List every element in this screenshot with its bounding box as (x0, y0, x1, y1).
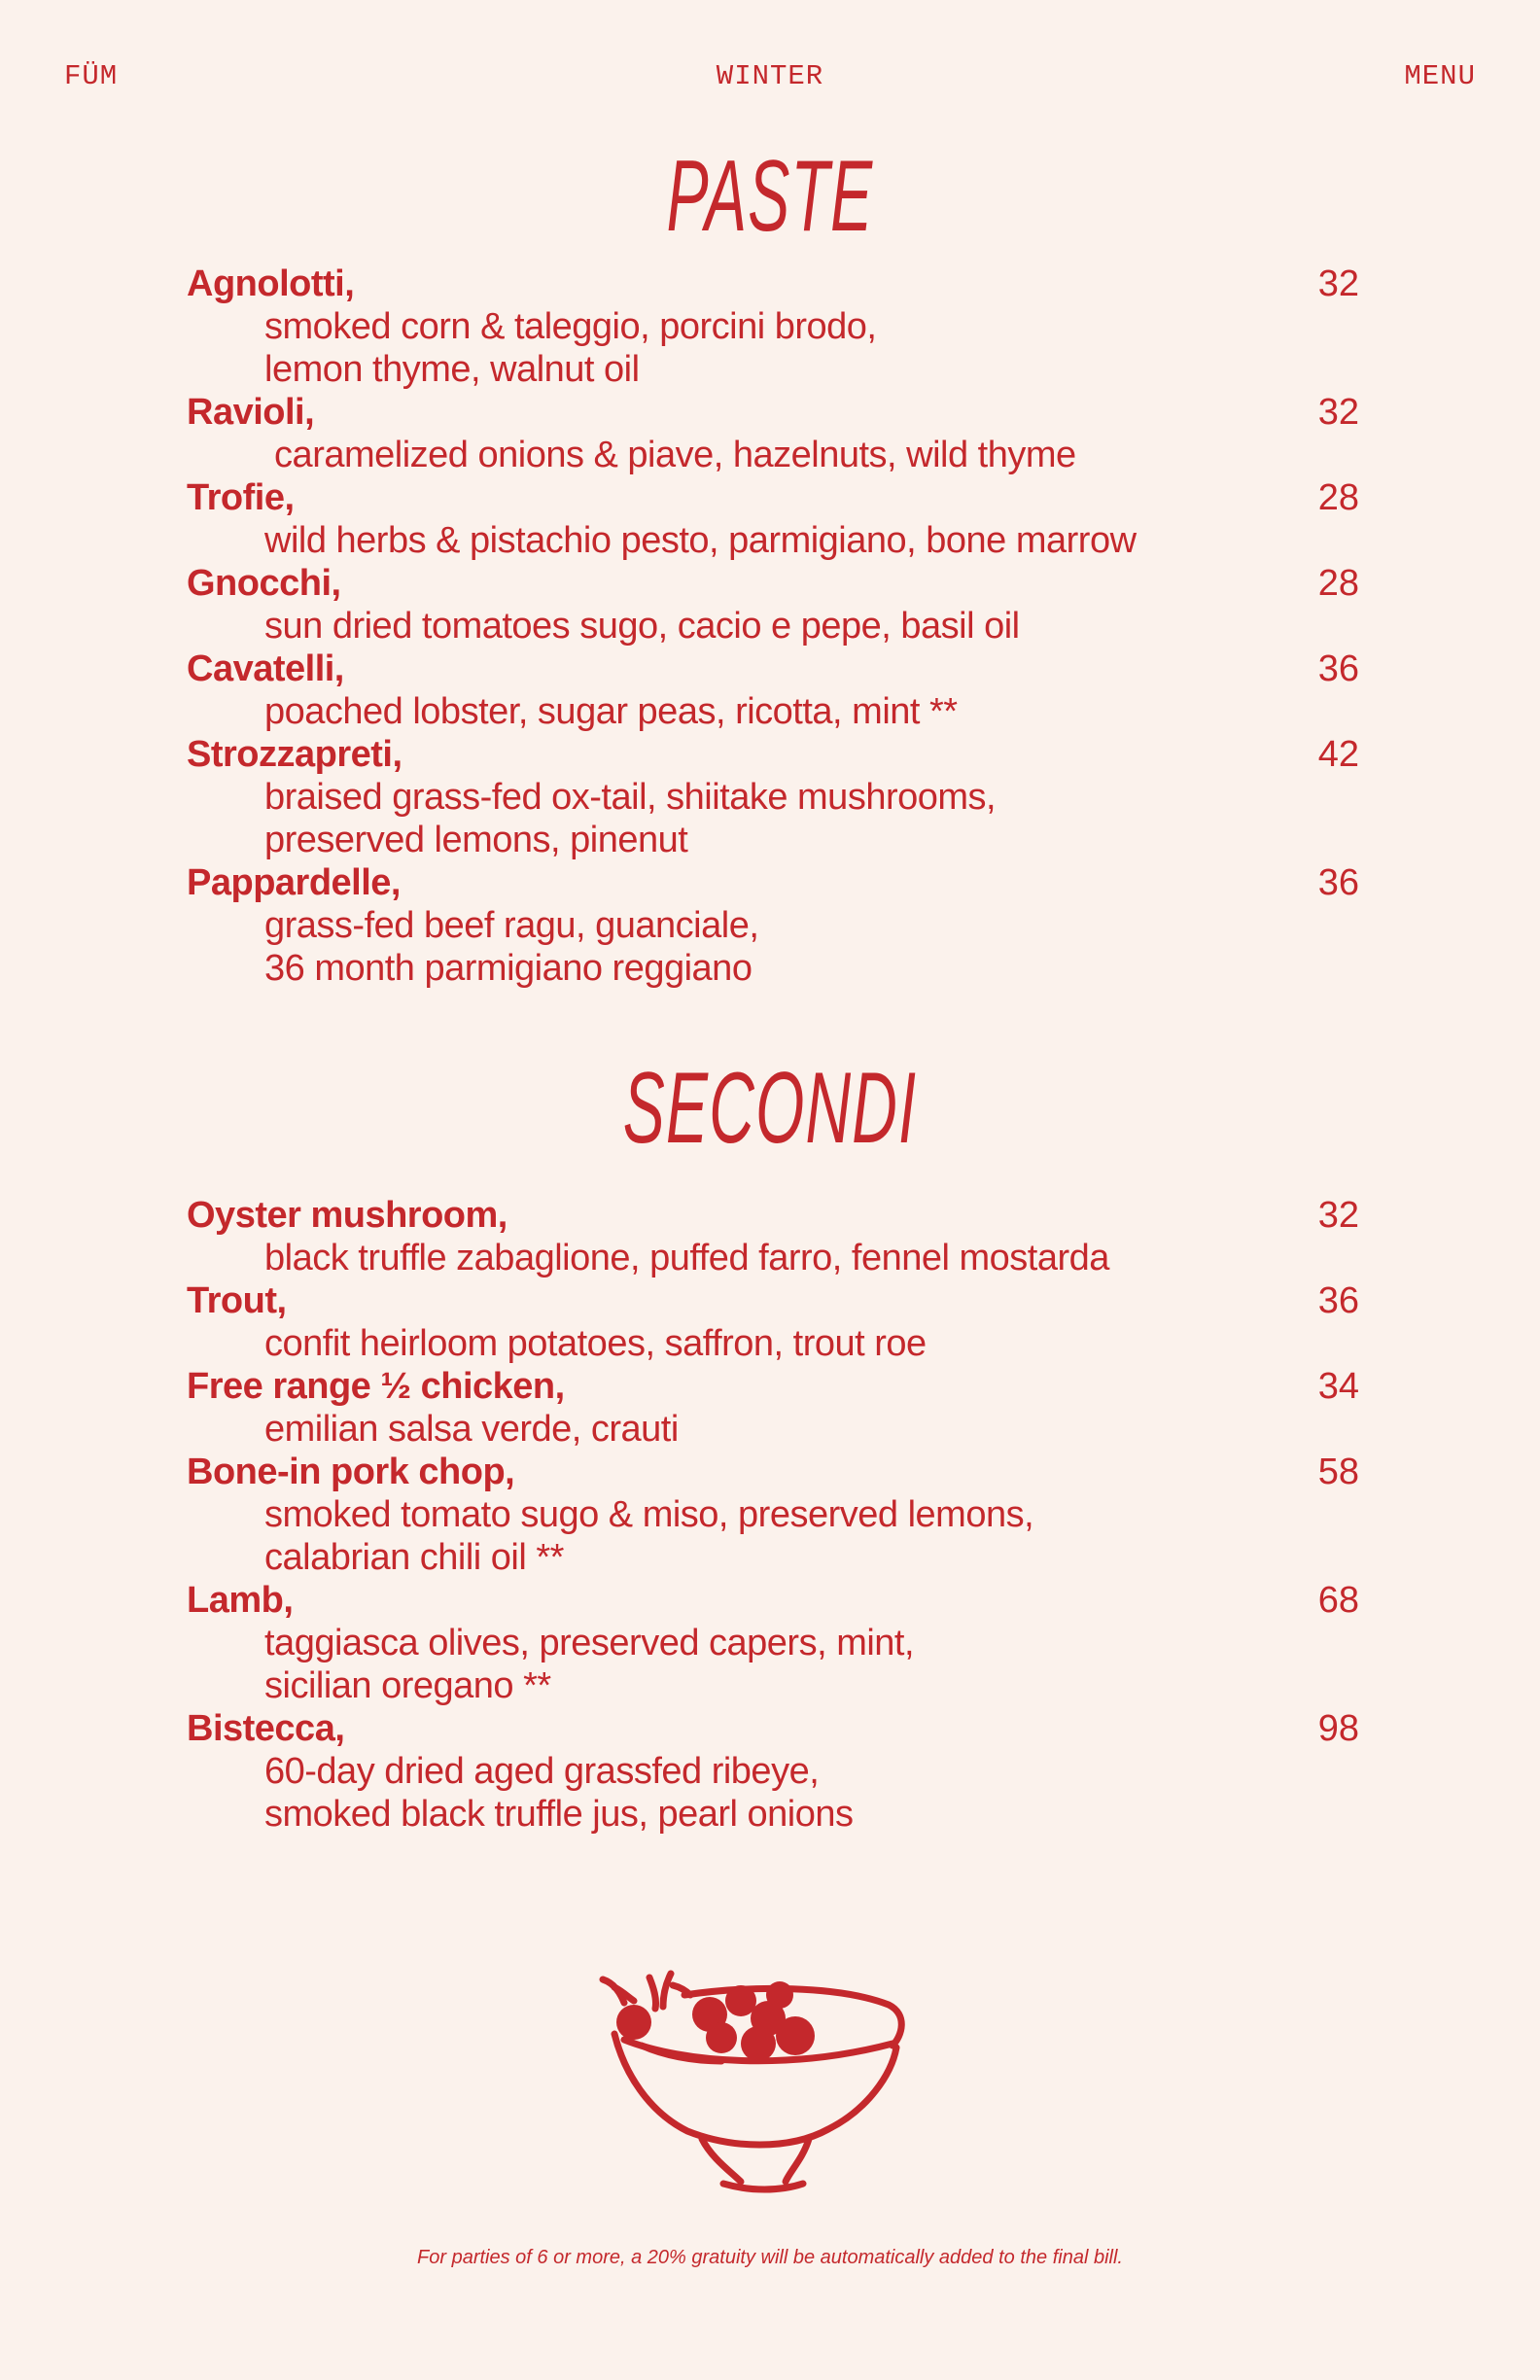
dish-name: Trout, (187, 1280, 287, 1321)
dish-price: 32 (1317, 1195, 1359, 1236)
dish-price: 28 (1317, 563, 1359, 604)
dish-price: 32 (1317, 263, 1359, 304)
menu-item (187, 733, 1359, 861)
dish-description: poached lobster, sugar peas, ricotta, mint ** (264, 691, 958, 732)
dish-description: lemon thyme, walnut oil (264, 349, 640, 390)
menu-item (187, 1579, 1359, 1707)
menu-item (187, 648, 1359, 733)
secondi-title: SECONDI (622, 1052, 918, 1165)
dish-name: Oyster mushroom, (187, 1195, 508, 1236)
dish-description: sun dried tomatoes sugo, cacio e pepe, basil oil (264, 606, 1020, 647)
menu-item (187, 562, 1359, 648)
dish-description: taggiasca olives, preserved capers, mint, (264, 1623, 915, 1663)
menu-item (187, 1279, 1359, 1365)
dish-name: Agnolotti, (187, 263, 355, 304)
menu-item (187, 476, 1359, 562)
menu-item (187, 262, 1359, 391)
menu-item (187, 1365, 1359, 1451)
fruit-bowl-icon (595, 1966, 945, 2199)
dish-name: Pappardelle, (187, 862, 401, 903)
dish-price: 34 (1317, 1366, 1359, 1407)
dish-price: 58 (1317, 1452, 1359, 1492)
brand-name: FÜM (64, 60, 119, 92)
menu-item (187, 1707, 1359, 1836)
dish-name: Lamb, (187, 1580, 294, 1621)
menu-item (187, 861, 1359, 990)
paste-title: PASTE (666, 140, 874, 253)
paste-list (187, 262, 1359, 990)
dish-description: caramelized onions & piave, hazelnuts, wild thyme (264, 435, 1076, 475)
dish-description: smoked corn & taleggio, porcini brodo, (264, 306, 877, 347)
dish-name: Strozzapreti, (187, 734, 402, 775)
menu-label: MENU (1404, 60, 1476, 92)
dish-name: Trofie, (187, 477, 295, 518)
dish-description: braised grass-fed ox-tail, shiitake mushrooms, (264, 777, 997, 818)
dish-price: 28 (1317, 477, 1359, 518)
secondi-list (187, 1194, 1359, 1836)
dish-price: 36 (1317, 1280, 1359, 1321)
menu-item (187, 1451, 1359, 1579)
dish-description: 60-day dried aged grassfed ribeye, (264, 1751, 820, 1792)
dish-price: 36 (1317, 648, 1359, 689)
dish-name: Ravioli, (187, 392, 315, 433)
dish-name: Bistecca, (187, 1708, 345, 1749)
dish-description: 36 month parmigiano reggiano (264, 948, 752, 989)
dish-description: sicilian oregano ** (264, 1665, 551, 1706)
dish-name: Bone-in pork chop, (187, 1452, 515, 1492)
dish-price: 68 (1317, 1580, 1359, 1621)
dish-description: grass-fed beef ragu, guanciale, (264, 905, 759, 946)
dish-description: smoked black truffle jus, pearl onions (264, 1794, 854, 1835)
menu-item (187, 391, 1359, 476)
dish-price: 36 (1317, 862, 1359, 903)
dish-price: 42 (1317, 734, 1359, 775)
season-label: WINTER (716, 60, 824, 92)
dish-description: preserved lemons, pinenut (264, 820, 688, 860)
dish-price: 98 (1317, 1708, 1359, 1749)
menu-item (187, 1194, 1359, 1279)
dish-description: calabrian chili oil ** (264, 1537, 564, 1578)
top-bar (64, 60, 1476, 99)
dish-description: smoked tomato sugo & miso, preserved lemons, (264, 1494, 1034, 1535)
gratuity-note: For parties of 6 or more, a 20% gratuity will be automatically added to the final bill. (417, 2247, 1123, 2268)
dish-price: 32 (1317, 392, 1359, 433)
dish-name: Gnocchi, (187, 563, 341, 604)
dish-name: Free range ½ chicken, (187, 1366, 565, 1407)
dish-description: emilian salsa verde, crauti (264, 1409, 679, 1450)
dish-description: wild herbs & pistachio pesto, parmigiano, bone marrow (264, 520, 1137, 561)
dish-description: black truffle zabaglione, puffed farro, fennel mostarda (264, 1238, 1109, 1278)
dish-description: confit heirloom potatoes, saffron, trout roe (264, 1323, 927, 1364)
dish-name: Cavatelli, (187, 648, 344, 689)
